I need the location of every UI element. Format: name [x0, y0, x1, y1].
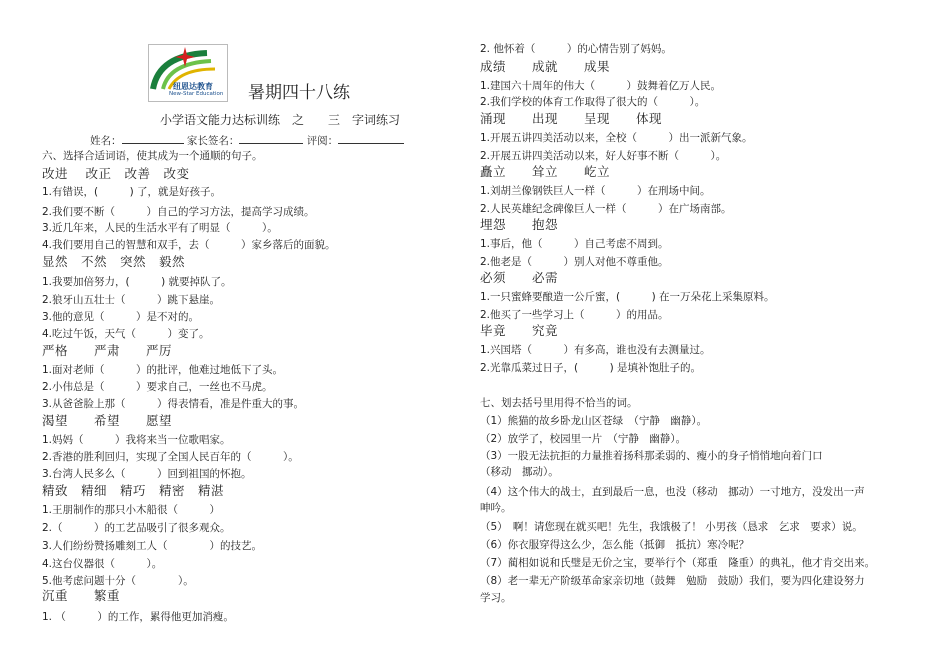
exercise-item: 1.事后，他（ ）自己考虑不周到。 [480, 238, 669, 250]
section-6-heading: 六、选择合适词语，使其成为一个通顺的句子。 [42, 150, 263, 162]
exercise-item: 2. 他怀着（ ）的心情告别了妈妈。 [480, 43, 672, 55]
exercise-item: 3.从爸爸脸上那（ ）得表情看，准是件重大的事。 [42, 398, 305, 410]
word-group-maiyuan: 埋怨 抱怨 [480, 217, 559, 232]
exercise-item: 4.这台仪器很（ ）。 [42, 558, 163, 570]
parent-signature-field[interactable] [239, 133, 303, 144]
word-group-bijing: 毕竟 究竟 [480, 323, 559, 338]
exercise-item: 2.开展五讲四美活动以来，好人好事不断（ ）。 [480, 150, 727, 162]
exercise-item: 3.近几年来，人民的生活水平有了明显（ ）。 [42, 222, 278, 234]
exercise-item: 2.光靠瓜菜过日子，( ) 是填补饱肚子的。 [480, 362, 702, 374]
word-group-bixu: 必须 必需 [480, 270, 559, 285]
exercise-item: （8）老一辈无产阶级革命家亲切地（鼓舞 勉励 鼓励）我们，要为四化建设努力 [480, 575, 865, 587]
exercise-item: 2.人民英雄纪念碑像巨人一样（ ）在广场南部。 [480, 203, 732, 215]
logo-subtext: New-Star Education [169, 91, 224, 97]
exercise-item: 3.台湾人民多么（ ）回到祖国的怀抱。 [42, 468, 252, 480]
word-group-xianran: 显然 不然 突然 毅然 [42, 254, 186, 269]
exercise-item: 2.香港的胜利回归，实现了全国人民百年的（ ）。 [42, 451, 299, 463]
exercise-item: 1.兴国塔（ ）有多高，谁也没有去测量过。 [480, 344, 711, 356]
logo-text: 纽恩达教育 [173, 82, 213, 91]
exercise-item: 4.吃过午饭，天气（ ）变了。 [42, 328, 210, 340]
exercise-item: 2.他买了一些学习上（ ）的用品。 [480, 309, 669, 321]
exercise-item: 2.他老是（ ）别人对他不尊重他。 [480, 256, 669, 268]
exercise-item: 1.一只蜜蜂要酿造一公斤蜜，( ) 在一万朵花上采集原料。 [480, 291, 775, 303]
word-group-chenzhong: 沉重 繁重 [42, 588, 121, 603]
page-subtitle: 小学语文能力达标训练 之 三 字词练习 [160, 113, 401, 127]
exercise-item: 学习。 [480, 592, 512, 604]
exercise-item: 2.我们要不断（ ）自己的学习方法，提高学习成绩。 [42, 206, 315, 218]
student-info-line [90, 133, 404, 148]
exercise-item: 2.小伟总是（ ）要求自己，一丝也不马虎。 [42, 381, 273, 393]
exercise-item: 1.有错误，( ) 了，就是好孩子。 [42, 186, 222, 198]
comment-field[interactable] [338, 133, 404, 144]
word-group-chengji: 成绩 成就 成果 [480, 59, 611, 74]
exercise-item: （4）这个伟大的战士，直到最后一息，也没（移动 挪动）一寸地方，没发出一声 [480, 486, 865, 498]
exercise-item: （5） 啊！请您现在就买吧！先生，我饿极了！ 小男孩（恳求 乞求 要求）说。 [480, 521, 863, 533]
logo [148, 44, 228, 102]
exercise-item: （6）你衣服穿得这么少，怎么能（抵御 抵抗）寒冷呢？ [480, 539, 750, 551]
exercise-item: 1.妈妈（ ）我将来当一位歌唱家。 [42, 434, 231, 446]
exercise-item: （1）熊猫的故乡卧龙山区苍绿 （宁静 幽静）。 [480, 415, 708, 427]
exercise-item: 1.开展五讲四美活动以来，全校（ ）出一派新气象。 [480, 132, 753, 144]
word-group-yange: 严格 严肃 严厉 [42, 343, 173, 358]
word-group-kewang: 渴望 希望 愿望 [42, 413, 173, 428]
name-label: 姓名： [90, 135, 122, 147]
page-title: 暑期四十八练 [248, 83, 350, 103]
word-group-yongxian: 涌现 出现 呈现 体现 [480, 111, 663, 126]
exercise-item: 1.王朋制作的那只小木船很（ ） [42, 504, 221, 516]
exercise-item: 2.狼牙山五壮士（ ）跳下悬崖。 [42, 294, 221, 306]
exercise-item: 1.建国六十周年的伟大（ ）鼓舞着亿万人民。 [480, 80, 722, 92]
parent-signature-label: 家长签名： [186, 135, 240, 147]
exercise-item: 2.（ ）的工艺品吸引了很多观众。 [42, 522, 231, 534]
exercise-item: 4.我们要用自己的智慧和双手，去（ ）家乡落后的面貌。 [42, 239, 336, 251]
exercise-item: 呻吟。 [480, 502, 512, 514]
exercise-item: （2）放学了，校园里一片 （宁静 幽静）。 [480, 433, 687, 445]
section-7-heading: 七、划去括号里用得不恰当的词。 [480, 397, 638, 409]
exercise-item: （移动 挪动）。 [480, 466, 559, 478]
exercise-item: （3）一股无法抗拒的力量推着扬科那柔弱的、瘦小的身子悄悄地向着门口 [480, 450, 823, 462]
comment-label: 评阅： [306, 135, 339, 147]
exercise-item: 1. （ ）的工作，累得他更加消瘦。 [42, 611, 234, 623]
name-field[interactable] [122, 133, 184, 144]
exercise-item: （7）蔺相如说和氏璧是无价之宝，要举行个（郑重 隆重）的典礼，他才肯交出来。 [480, 557, 876, 569]
word-group-gaijin: 改进 改正 改善 改变 [42, 166, 190, 181]
exercise-item: 3.他的意见（ ）是不对的。 [42, 311, 200, 323]
exercise-item: 1.面对老师（ ）的批评，他难过地低下了头。 [42, 364, 284, 376]
exercise-item: 2.我们学校的体育工作取得了很大的（ ）。 [480, 96, 706, 108]
exercise-item: 1.我要加倍努力，( ) 就要掉队了。 [42, 276, 232, 288]
word-group-chuli: 矗立 耸立 屹立 [480, 164, 611, 179]
exercise-item: 1.刘胡兰像钢铁巨人一样（ ）在刑场中间。 [480, 185, 711, 197]
exercise-item: 3.人们纷纷赞扬雕刻工人（ ）的技艺。 [42, 540, 263, 552]
word-group-jingzhi: 精致 精细 精巧 精密 精湛 [42, 483, 225, 498]
exercise-item: 5.他考虑问题十分（ ）。 [42, 575, 194, 587]
